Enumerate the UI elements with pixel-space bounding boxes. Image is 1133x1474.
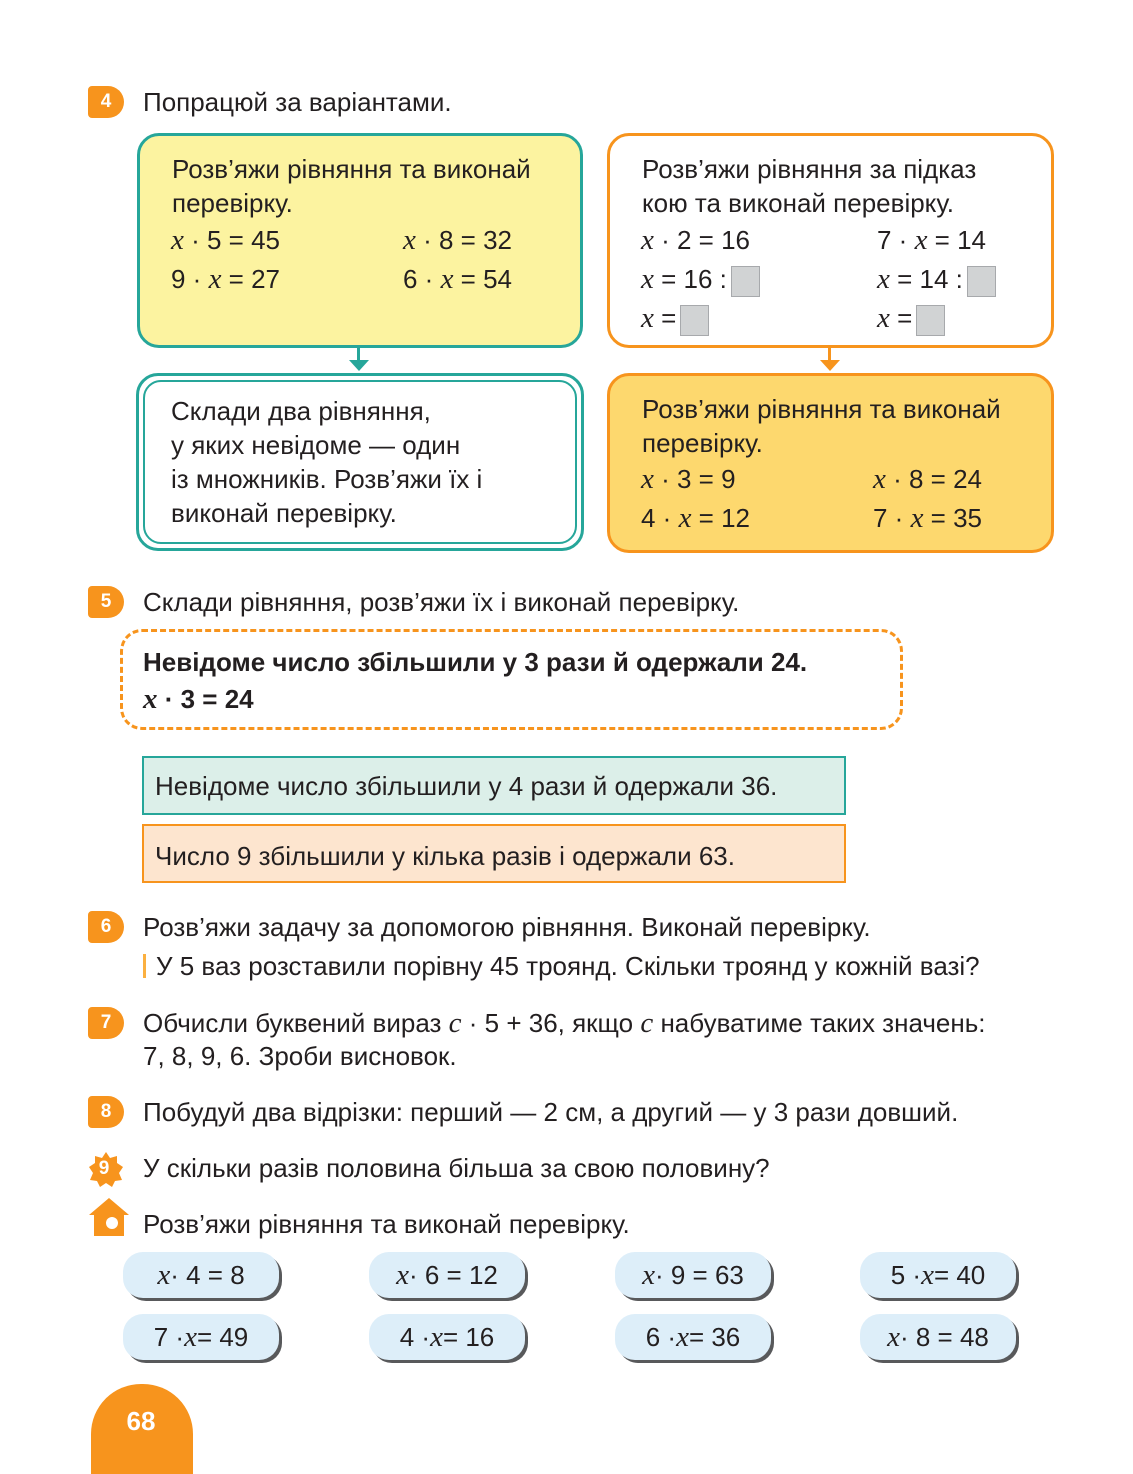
variant-green-box: [142, 756, 846, 815]
equation: x · 2 = 16: [641, 224, 750, 256]
teal-arrow-head: [349, 360, 369, 371]
equation: x · 8 = 24: [873, 463, 982, 495]
equation: 4 · x = 12: [641, 502, 751, 534]
homework-equation: 6 · x = 36: [615, 1314, 771, 1360]
homework-equation: x · 4 = 8: [123, 1252, 279, 1298]
variant-a-line2: перевірку.: [172, 188, 293, 218]
page-number: 68: [126, 1406, 156, 1436]
homework-equation: x · 8 = 48: [860, 1314, 1016, 1360]
equation: 9 · x = 27: [171, 263, 281, 295]
variant-c-line: у яких невідоме — один: [171, 430, 461, 460]
task-number-5: 5: [88, 586, 124, 618]
task-4-instruction: Попрацюй за варіантами.: [143, 87, 452, 117]
task-9-instruction: У скільки разів половина більша за свою половину?: [143, 1153, 770, 1183]
equation: x = 14 :: [877, 260, 996, 298]
equation: x =: [641, 299, 709, 337]
answer-placeholder: [731, 266, 760, 297]
homework-equation: 7 · x = 49: [123, 1314, 279, 1360]
task-6-problem: У 5 ваз розставили порівну 45 троянд. Скільки троянд у кожній вазі?: [156, 951, 980, 981]
equation: x · 3 = 9: [641, 463, 736, 495]
task-number-6: 6: [88, 911, 124, 943]
equation: x · 5 = 45: [171, 224, 280, 256]
task-7-instruction: Обчисли буквений вираз c · 5 + 36, якщо c набуватиме таких значень:: [143, 1007, 986, 1039]
equation: 7 · x = 35: [873, 502, 983, 534]
variant-d-line2: перевірку.: [642, 428, 763, 458]
page-number-tab: [91, 1384, 193, 1474]
answer-placeholder: [680, 305, 709, 336]
equation: 7 · x = 14: [877, 224, 987, 256]
variant-b-line2: кою та виконай перевірку.: [642, 188, 954, 218]
task-number-4: 4: [88, 86, 124, 118]
homework-equation: 4 · x = 16: [369, 1314, 525, 1360]
task-5-instruction: Склади рівняння, розв’яжи їх і виконай перевірку.: [143, 587, 740, 617]
task-8-instruction: Побудуй два відрізки: перший — 2 см, а другий — у 3 рази довший.: [143, 1097, 959, 1127]
variant-c-line: Склади два рівняння,: [171, 396, 431, 426]
variant-orange-box: [142, 824, 846, 883]
equation: x · 8 = 32: [403, 224, 512, 256]
variant-green-text: Невідоме число збільшили у 4 рази й одержали 36.: [155, 771, 778, 801]
variant-d-text: [642, 392, 1001, 460]
task-6-instruction: Розв’яжи задачу за допомогою рівняння. Виконай перевірку.: [143, 912, 871, 942]
homework-equation: x · 6 = 12: [369, 1252, 525, 1298]
homework-instruction: Розв’яжи рівняння та виконай перевірку.: [143, 1209, 630, 1239]
task-7-values: 7, 8, 9, 6. Зроби висновок.: [143, 1041, 457, 1071]
equation: x = 16 :: [641, 260, 760, 298]
variant-a-text: [172, 152, 531, 220]
example-equation: x · 3 = 24: [143, 683, 254, 715]
variant-d-line1: Розв’яжи рівняння та виконай: [642, 394, 1001, 424]
variant-c-line: виконай перевірку.: [171, 498, 397, 528]
home-icon: [88, 1196, 130, 1238]
equation: x =: [877, 299, 945, 337]
variant-c-line: із множників. Розв’яжи їх і: [171, 464, 483, 494]
answer-placeholder: [916, 305, 945, 336]
example-text: Невідоме число збільшили у 3 рази й одержали 24.: [143, 647, 808, 677]
task-number-9: 9: [98, 1158, 110, 1179]
answer-placeholder: [967, 266, 996, 297]
task-9-star-badge: [88, 1151, 124, 1187]
homework-equation: x · 9 = 63: [615, 1252, 771, 1298]
equation: 6 · x = 54: [403, 263, 513, 295]
homework-equation: 5 · x = 40: [860, 1252, 1016, 1298]
problem-marker: [143, 954, 146, 978]
orange-arrow-head: [820, 360, 840, 371]
variant-a-line1: Розв’яжи рівняння та виконай: [172, 154, 531, 184]
variant-c-text: [171, 394, 482, 530]
task-number-7: 7: [88, 1007, 124, 1039]
variant-b-line1: Розв’яжи рівняння за підказ: [642, 154, 977, 184]
variant-c-box: [136, 373, 584, 551]
variant-orange-text: Число 9 збільшили у кілька разів і одержали 63.: [155, 841, 735, 871]
task-number-8: 8: [88, 1096, 124, 1128]
variant-b-text: [642, 152, 976, 220]
